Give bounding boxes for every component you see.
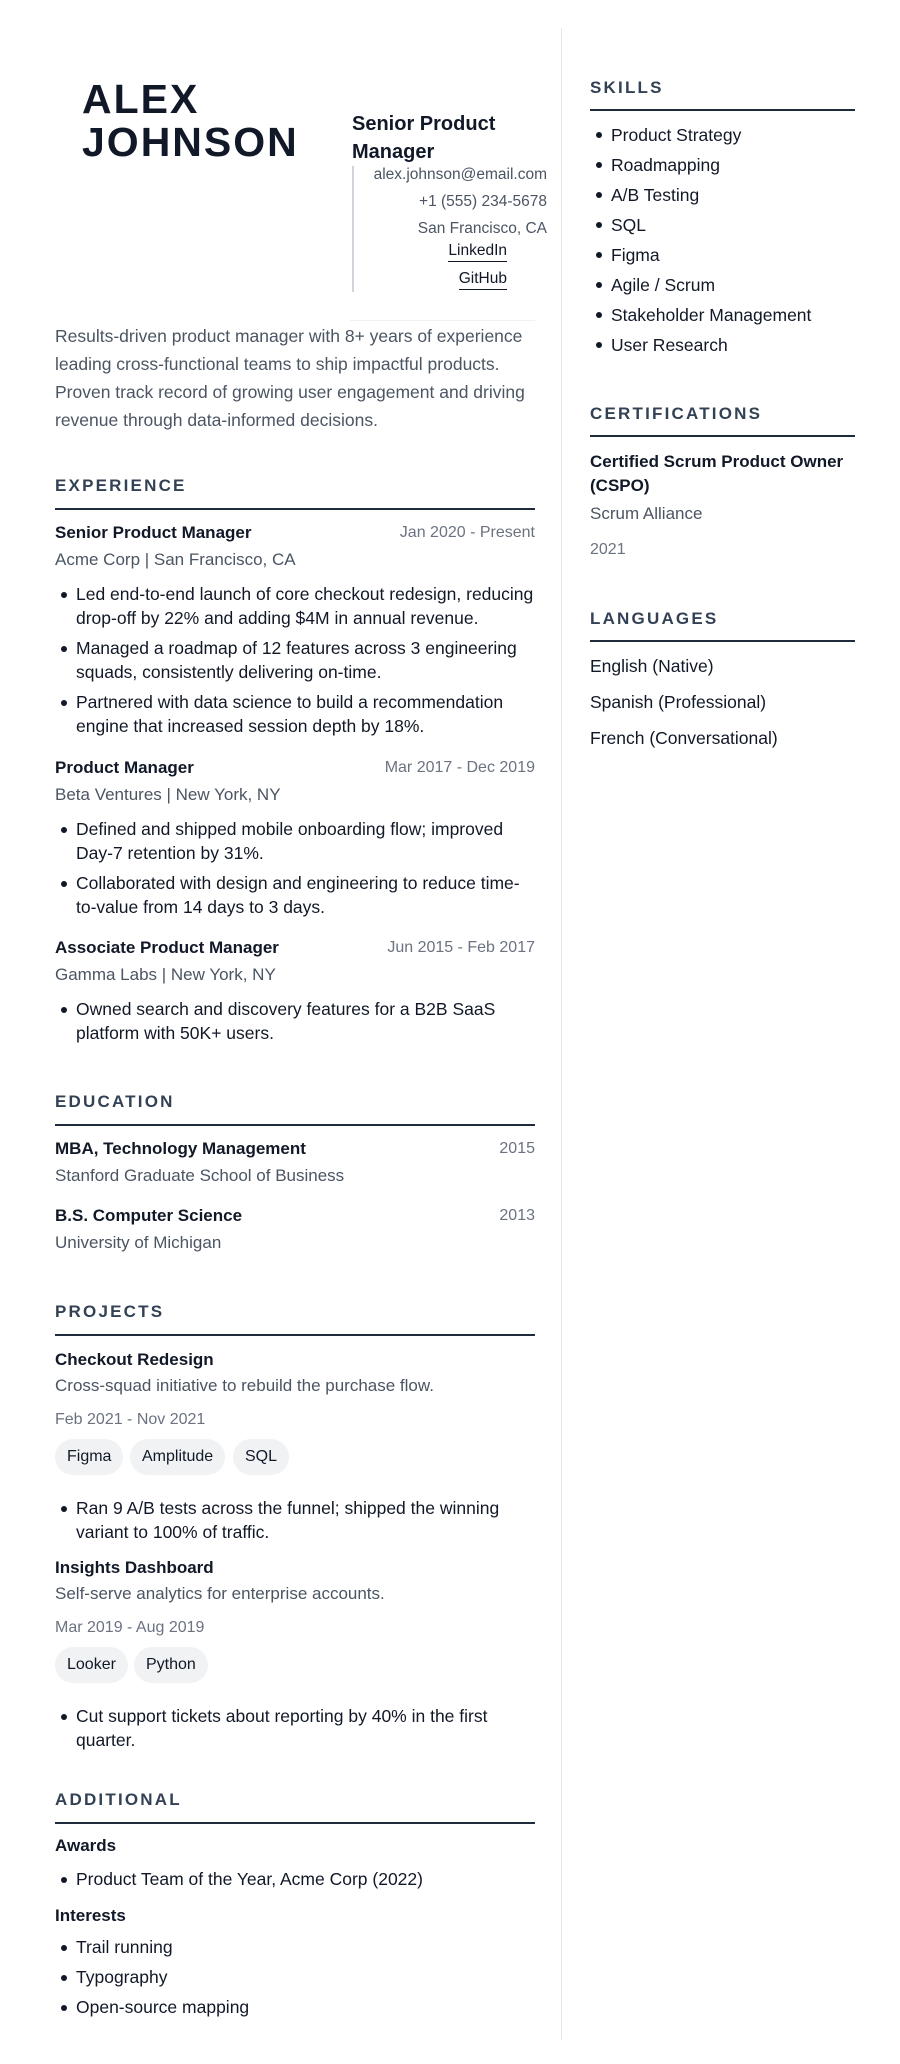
job-company: Acme Corp | San Francisco, CA xyxy=(55,550,296,569)
experience-rule xyxy=(55,508,535,510)
job-role: Associate Product Manager xyxy=(55,938,279,957)
job-bullets xyxy=(55,997,535,1051)
certifications-heading: CERTIFICATIONS xyxy=(590,404,763,423)
job-dates: Mar 2017 - Dec 2019 xyxy=(384,759,535,776)
project-dates: Feb 2021 - Nov 2021 xyxy=(55,1411,206,1428)
contact-block xyxy=(352,166,547,292)
degree-year: 2015 xyxy=(499,1140,535,1157)
projects-rule xyxy=(55,1334,535,1336)
interests-label: Interests xyxy=(55,1906,126,1925)
list-item: Defined and shipped mobile onboarding flow; improved Day-7 retention by 31%. xyxy=(55,817,535,865)
skills-list xyxy=(590,120,855,360)
list-item: Partnered with data science to build a recommendation engine that increased session depth by 18%. xyxy=(55,690,535,738)
list-item: Agile / Scrum xyxy=(590,270,855,300)
list-item: Product Team of the Year, Acme Corp (2022) xyxy=(55,1867,535,1891)
school-name: Stanford Graduate School of Business xyxy=(55,1166,345,1185)
header-divider xyxy=(350,320,535,321)
list-item: Open-source mapping xyxy=(55,1995,535,2019)
project-dates: Mar 2019 - Aug 2019 xyxy=(55,1619,205,1636)
experience-heading: EXPERIENCE xyxy=(55,476,187,495)
tag-chip: Looker xyxy=(55,1647,128,1683)
languages-rule xyxy=(590,640,855,642)
list-item: Typography xyxy=(55,1965,535,1989)
list-item: A/B Testing xyxy=(590,180,855,210)
certifications-rule xyxy=(590,435,855,437)
additional-rule xyxy=(55,1822,535,1824)
school-name: University of Michigan xyxy=(55,1233,222,1252)
project-desc: Cross-squad initiative to rebuild the purchase flow. xyxy=(55,1376,434,1395)
awards-label: Awards xyxy=(55,1836,117,1855)
list-item: Figma xyxy=(590,240,855,270)
project-bullets xyxy=(55,1496,535,1550)
education-heading: EDUCATION xyxy=(55,1092,175,1111)
list-item: Led end-to-end launch of core checkout redesign, reducing drop-off by 22% and adding $4M in annual revenue. xyxy=(55,582,535,630)
contact-email[interactable]: alex.johnson@email.com xyxy=(373,166,547,183)
certification-issuer: Scrum Alliance xyxy=(590,504,703,523)
tag-chip: SQL xyxy=(233,1439,289,1475)
projects-heading: PROJECTS xyxy=(55,1302,165,1321)
languages-heading: LANGUAGES xyxy=(590,609,719,628)
list-item: Collaborated with design and engineering to reduce time-to-value from 14 days to 3 days. xyxy=(55,871,535,919)
tag-chip: Figma xyxy=(55,1439,123,1475)
interests-list xyxy=(55,1935,535,2025)
list-item: Managed a roadmap of 12 features across 3 engineering squads, consistently delivering on-time. xyxy=(55,636,535,684)
certification-name: Certified Scrum Product Owner (CSPO) xyxy=(590,452,844,495)
project-name: Checkout Redesign xyxy=(55,1350,214,1369)
education-rule xyxy=(55,1124,535,1126)
job-bullets xyxy=(55,582,535,744)
list-item: Stakeholder Management xyxy=(590,300,855,330)
job-company: Gamma Labs | New York, NY xyxy=(55,965,276,984)
tag-chip: Python xyxy=(134,1647,208,1683)
job-dates: Jan 2020 - Present xyxy=(399,524,535,541)
language-item: Spanish (Professional) xyxy=(590,692,767,712)
degree-year: 2013 xyxy=(499,1207,535,1224)
skills-rule xyxy=(590,109,855,111)
list-item: Trail running xyxy=(55,1935,535,1959)
certification-year: 2021 xyxy=(590,541,626,558)
project-desc: Self-serve analytics for enterprise accounts. xyxy=(55,1584,385,1603)
tag-chip: Amplitude xyxy=(130,1439,225,1475)
degree-name: MBA, Technology Management xyxy=(55,1139,306,1158)
linkedin-link[interactable]: LinkedIn xyxy=(448,242,507,262)
language-item: French (Conversational) xyxy=(590,728,778,748)
job-company: Beta Ventures | New York, NY xyxy=(55,785,281,804)
awards-list xyxy=(55,1867,535,1897)
list-item: Product Strategy xyxy=(590,120,855,150)
contact-location: San Francisco, CA xyxy=(417,220,547,237)
language-item: English (Native) xyxy=(590,656,714,676)
candidate-name: ALEX JOHNSON xyxy=(82,76,299,165)
project-name: Insights Dashboard xyxy=(55,1558,214,1577)
job-bullets xyxy=(55,817,535,925)
project-bullets xyxy=(55,1704,535,1758)
list-item: Roadmapping xyxy=(590,150,855,180)
list-item: User Research xyxy=(590,330,855,360)
headline-title: Senior Product Manager xyxy=(352,113,496,163)
list-item: Ran 9 A/B tests across the funnel; shipped the winning variant to 100% of traffic. xyxy=(55,1496,535,1544)
list-item: SQL xyxy=(590,210,855,240)
list-item: Owned search and discovery features for a B2B SaaS platform with 50K+ users. xyxy=(55,997,535,1045)
job-role: Senior Product Manager xyxy=(55,523,252,542)
summary-text: Results-driven product manager with 8+ years of experience leading cross-functional teams to ship impactful products. Proven track record of growing user engagement and driving revenue through data-informed decisions. xyxy=(55,326,525,430)
contact-phone[interactable]: +1 (555) 234-5678 xyxy=(419,193,547,210)
additional-heading: ADDITIONAL xyxy=(55,1790,182,1809)
github-link[interactable]: GitHub xyxy=(459,270,507,290)
column-divider xyxy=(561,28,562,2040)
job-role: Product Manager xyxy=(55,758,194,777)
job-dates: Jun 2015 - Feb 2017 xyxy=(387,939,535,956)
degree-name: B.S. Computer Science xyxy=(55,1206,243,1225)
skills-heading: SKILLS xyxy=(590,78,664,97)
list-item: Cut support tickets about reporting by 40% in the first quarter. xyxy=(55,1704,535,1752)
